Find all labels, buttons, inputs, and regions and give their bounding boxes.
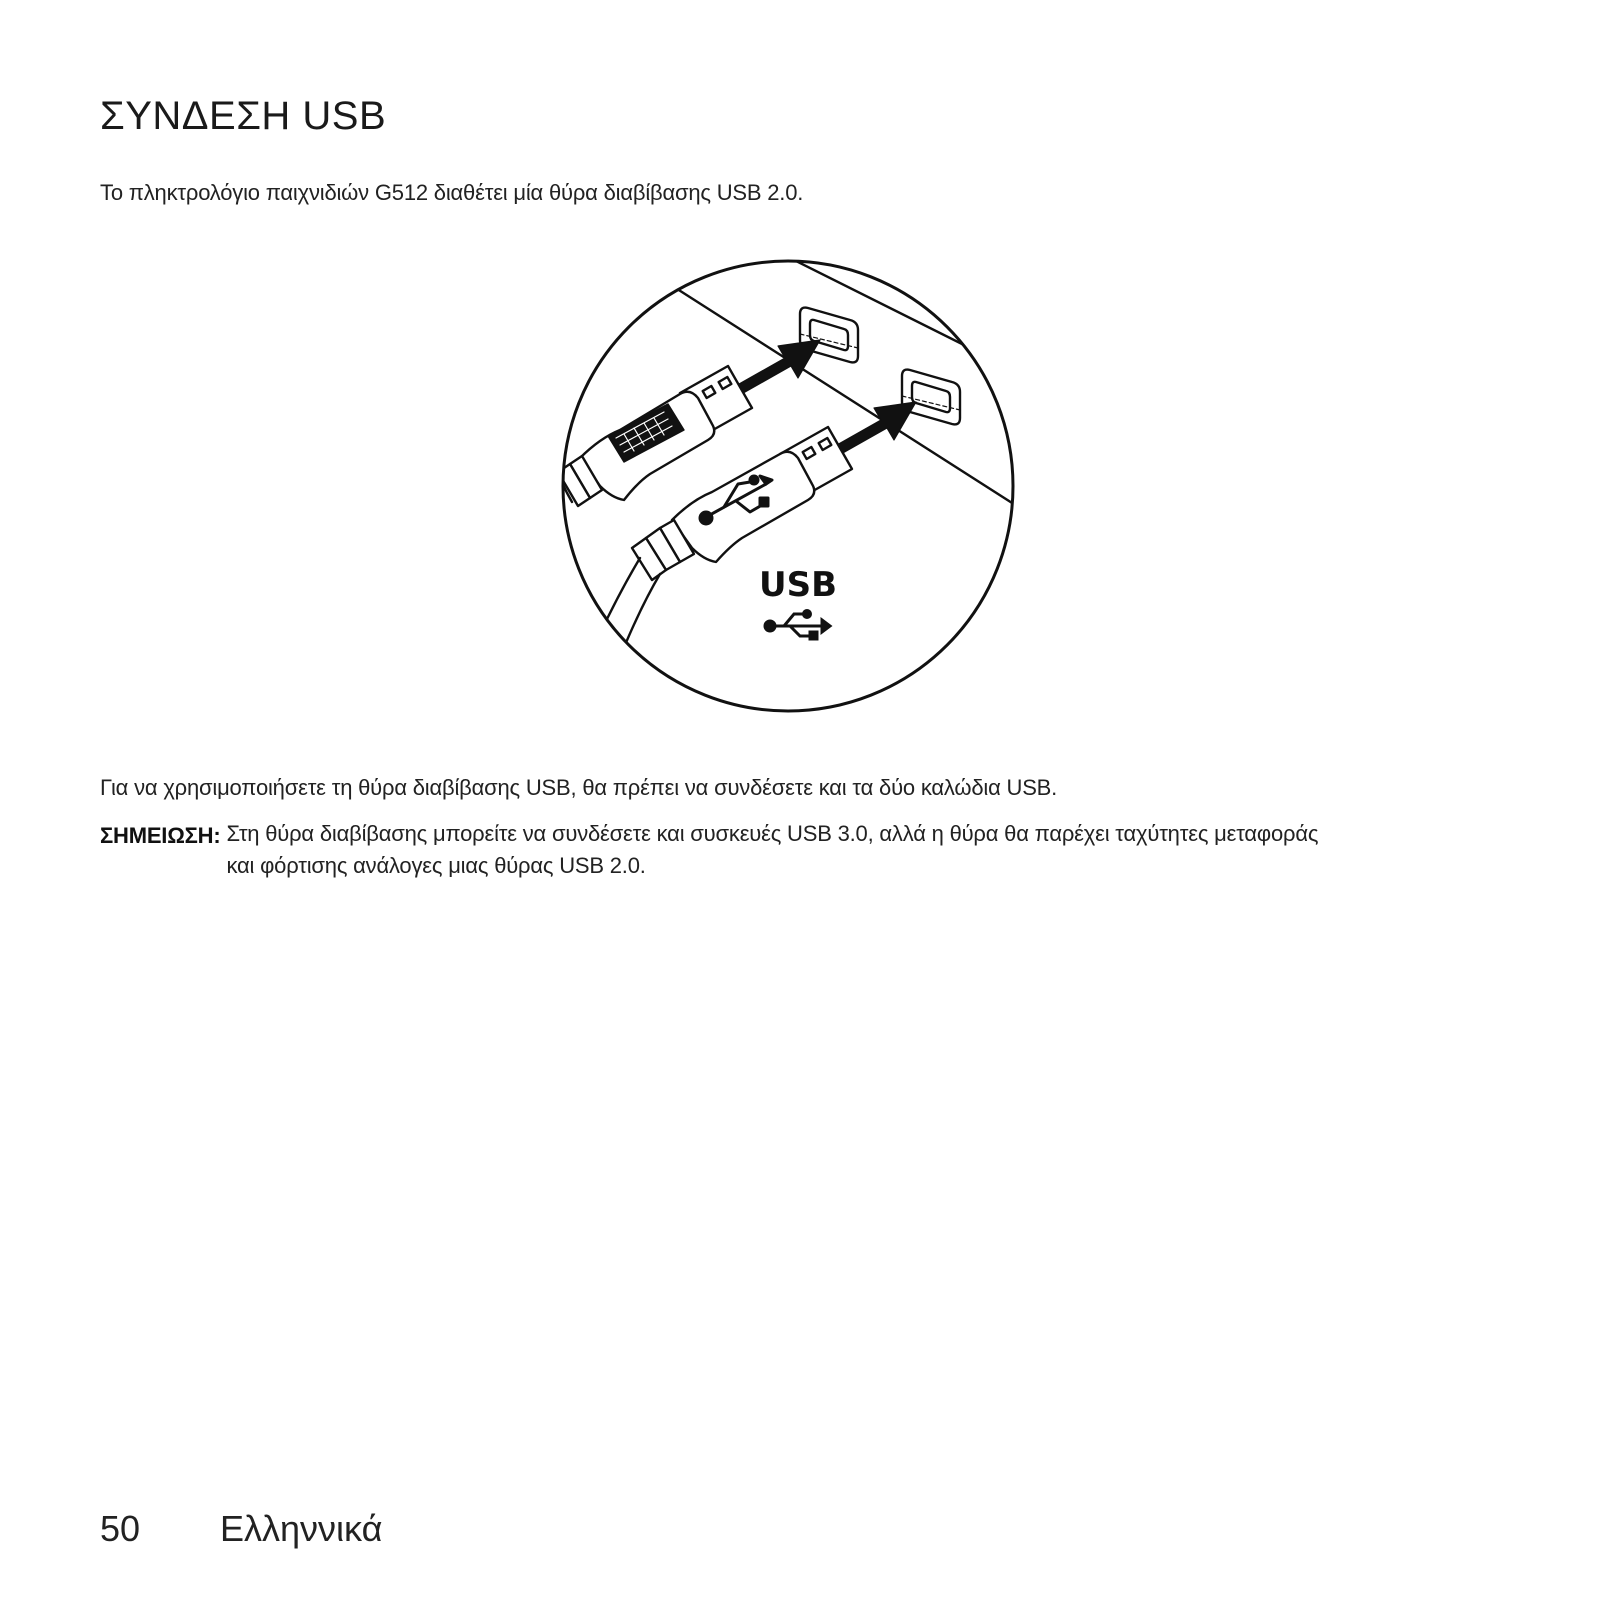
usb-port-2 (902, 370, 960, 425)
note-block (100, 823, 1400, 882)
usb-connection-illustration (560, 258, 1016, 714)
footer-language: Ελληννικά (220, 1508, 383, 1549)
page-title: ΣΥΝΔΕΣΗ USB (100, 94, 387, 138)
usb-logo-icon (765, 611, 830, 640)
note-text: Στη θύρα διαβίβασης μπορείτε να συνδέσετε και συσκευές USB 3.0, αλλά η θύρα θα παρέχει ταχύτητες μεταφοράς και φόρτισης ανάλογες μιας θύρας USB 2.0. (226, 821, 1319, 878)
arrow-icon (732, 340, 820, 396)
usb-label: USB (758, 565, 838, 605)
page-number: 50 (100, 1508, 141, 1549)
note-label: ΣΗΜΕΙΩΣΗ: (100, 823, 221, 848)
intro-text: Το πληκτρολόγιο παιχνιδιών G512 διαθέτει μία θύρα διαβίβασης USB 2.0. (100, 180, 804, 205)
page-footer (100, 1508, 382, 1550)
instruction-text: Για να χρησιμοποιήσετε τη θύρα διαβίβασης USB, θα πρέπει να συνδέσετε και τα δύο καλώδια USB. (100, 775, 1058, 800)
